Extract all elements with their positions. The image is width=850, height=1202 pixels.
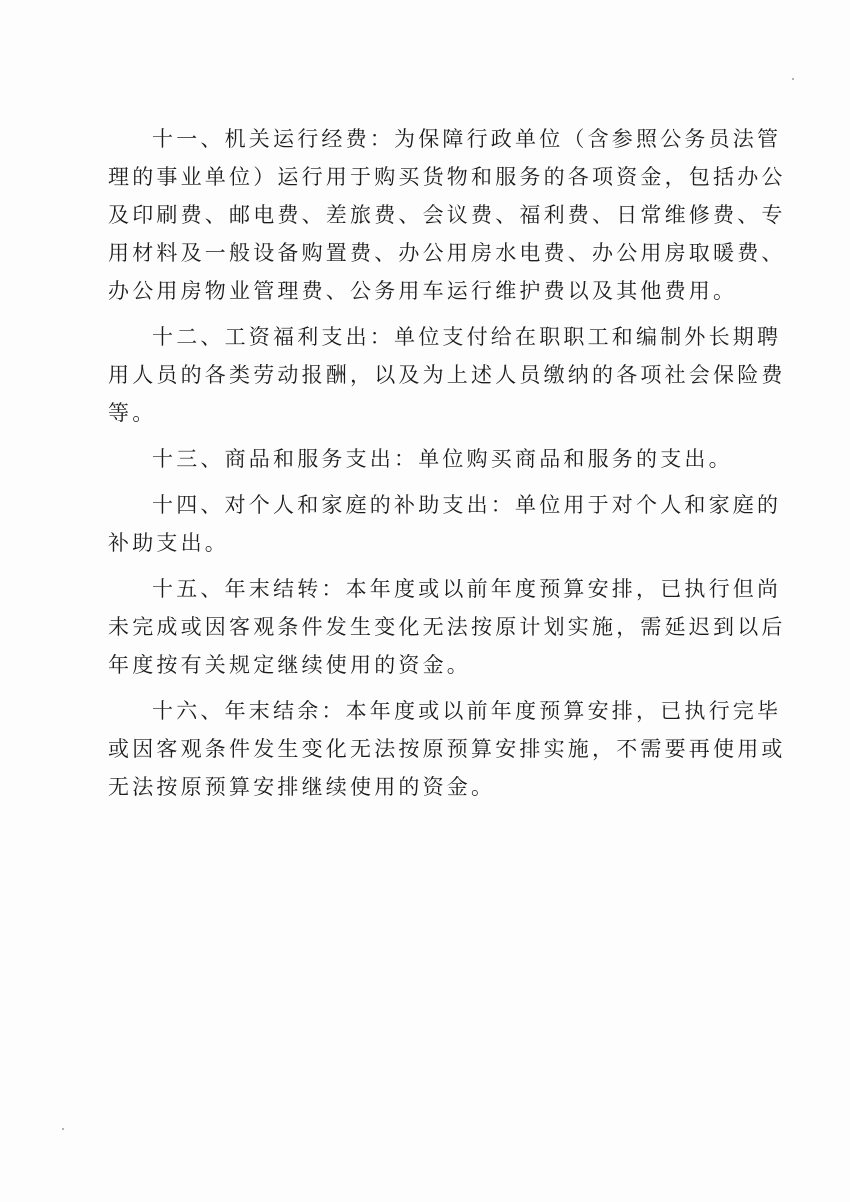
text-line: 十六、年末结余：本年度或以前年度预算安排，已执行完毕 (152, 699, 782, 723)
document-body (108, 120, 786, 814)
text-line: 办公用房物业管理费、公务用车运行维护费以及其他费用。 (108, 279, 738, 303)
paragraph-11 (108, 120, 786, 310)
paragraph-14 (108, 486, 782, 562)
text-line: 十五、年末结转：本年度或以前年度预算安排，已执行但尚 (152, 577, 782, 601)
text-line: 十一、机关运行经费：为保障行政单位（含参照公务员法管 (152, 127, 782, 151)
text-line: 及印刷费、邮电费、差旅费、会议费、福利费、日常维修费、专 (108, 203, 786, 227)
text-line: 年度按有关规定继续使用的资金。 (108, 653, 471, 677)
paragraph-16 (108, 692, 786, 806)
scan-speck (792, 78, 794, 80)
text-line: 用人员的各类劳动报酬，以及为上述人员缴纳的各项社会保险费 (108, 363, 786, 387)
text-line: 理的事业单位）运行用于购买货物和服务的各项资金，包括办公 (108, 165, 786, 189)
text-line: 十三、商品和服务支出：单位购买商品和服务的支出。 (152, 447, 733, 471)
text-line: 等。 (108, 401, 157, 425)
text-line: 用材料及一般设备购置费、办公用房水电费、办公用房取暖费、 (108, 241, 786, 265)
text-line: 十四、对个人和家庭的补助支出：单位用于对个人和家庭的 (152, 493, 782, 517)
scan-speck (62, 1128, 64, 1130)
text-line: 补助支出。 (108, 531, 229, 555)
paragraph-13 (108, 440, 746, 478)
text-line: 或因客观条件发生变化无法按原预算安排实施，不需要再使用或 (108, 737, 786, 761)
paragraph-12 (108, 318, 786, 432)
text-line: 十二、工资福利支出：单位支付给在职职工和编制外长期聘 (152, 325, 782, 349)
text-line: 无法按原预算安排继续使用的资金。 (108, 775, 496, 799)
text-line: 未完成或因客观条件发生变化无法按原计划实施，需延迟到以后 (108, 615, 786, 639)
paragraph-15 (108, 570, 786, 684)
